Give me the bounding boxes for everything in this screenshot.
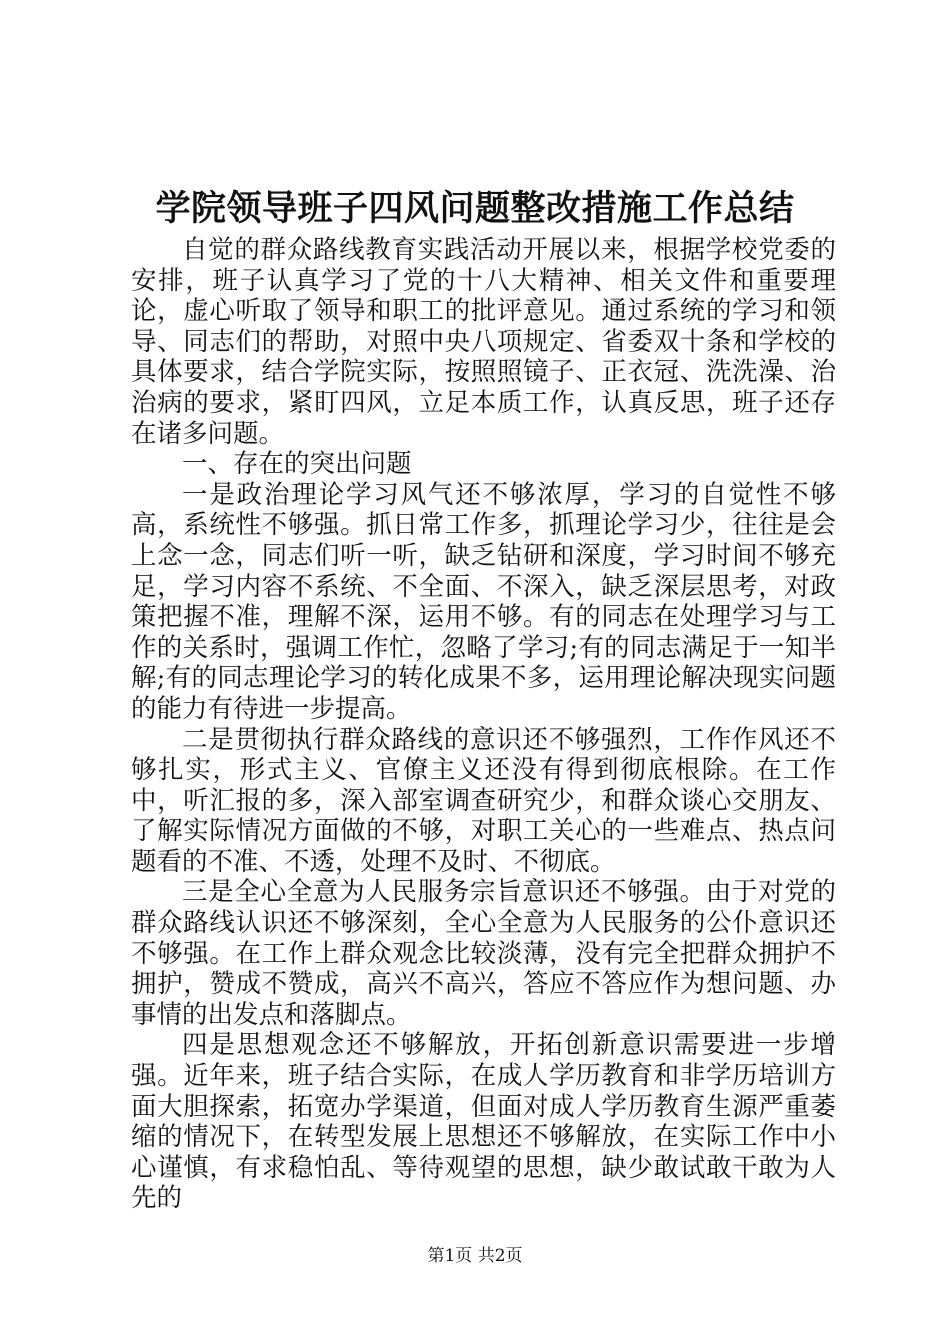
paragraph-problem-2: 二是贯彻执行群众路线的意识还不够强烈，工作作风还不够扎实，形式主义、官僚主义还没有得到彻底根除。在工作中，听汇报的多，深入部室调查研究少，和群众谈心交朋友、了解实际情况方面做的不够，对职工关心的一些难点、热点问题看的不准、不透，处理不及时、不彻底。 xyxy=(131,724,836,877)
document-body xyxy=(131,235,836,1214)
paragraph-problem-1: 一是政治理论学习风气还不够浓厚，学习的自觉性不够高，系统性不够强。抓日常工作多，抓理论学习少，往往是会上念一念，同志们听一听，缺乏钻研和深度，学习时间不够充足，学习内容不系统、不全面、不深入，缺乏深层思考，对政策把握不准，理解不深，运用不够。有的同志在处理学习与工作的关系时，强调工作忙，忽略了学习;有的同志满足于一知半解;有的同志理论学习的转化成果不多，运用理论解决现实问题的能力有待进一步提高。 xyxy=(131,479,836,724)
page-footer: 第1页 共2页 xyxy=(427,1246,523,1266)
paragraph-problem-3: 三是全心全意为人民服务宗旨意识还不够强。由于对党的群众路线认识还不够深刻，全心全意为人民服务的公仆意识还不够强。在工作上群众观念比较淡薄，没有完全把群众拥护不拥护，赞成不赞成，高兴不高兴，答应不答应作为想问题、办事情的出发点和落脚点。 xyxy=(131,877,836,1030)
section-heading-problems: 一、存在的突出问题 xyxy=(182,449,412,480)
paragraph-intro: 自觉的群众路线教育实践活动开展以来，根据学校党委的安排，班子认真学习了党的十八大精神、相关文件和重要理论，虚心听取了领导和职工的批评意见。通过系统的学习和领导、同志们的帮助，对照中央八项规定、省委双十条和学校的具体要求，结合学院实际，按照照镜子、正衣冠、洗洗澡、治治病的要求，紧盯四风，立足本质工作，认真反思，班子还存在诸多问题。 xyxy=(131,235,836,449)
paragraph-problem-4: 四是思想观念还不够解放，开拓创新意识需要进一步增强。近年来，班子结合实际，在成人学历教育和非学历培训方面大胆探索，拓宽办学渠道，但面对成人学历教育生源严重萎缩的情况下，在转型发展上思想还不够解放，在实际工作中小心谨慎，有求稳怕乱、等待观望的思想，缺少敢试敢干敢为人先的 xyxy=(131,1030,836,1214)
document-title: 学院领导班子四风问题整改措施工作总结 xyxy=(155,188,795,229)
